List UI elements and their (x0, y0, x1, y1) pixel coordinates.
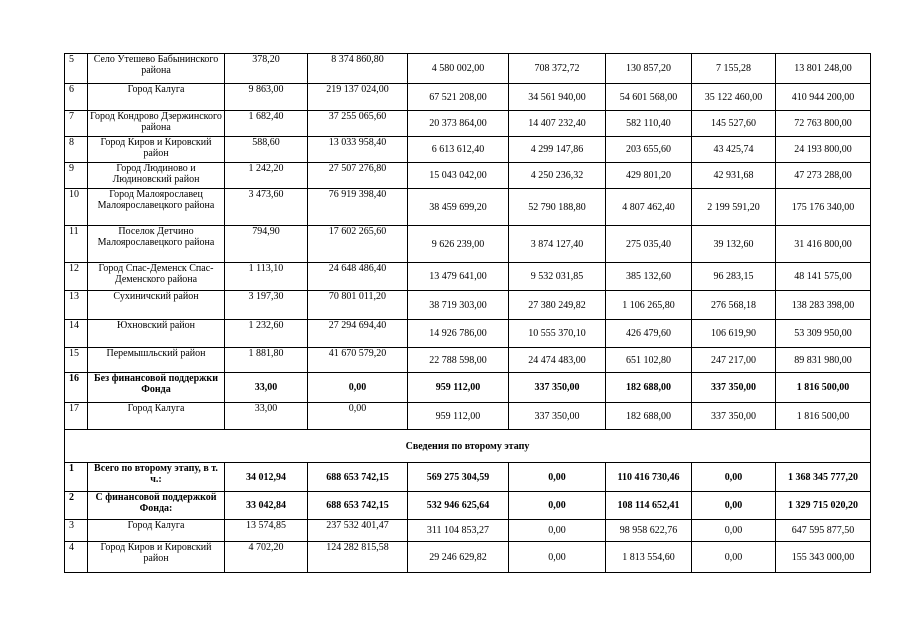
value-cell: 1 816 500,00 (776, 373, 871, 403)
table-row (65, 373, 871, 403)
value-cell: 337 350,00 (692, 373, 776, 403)
municipality-name: Город Спас-Деменск Спас-Деменского района (88, 263, 225, 291)
value-cell: 14 926 786,00 (408, 320, 509, 348)
value-cell: 1 242,20 (225, 163, 308, 189)
value-cell: 76 919 398,40 (308, 189, 408, 226)
table-row (65, 492, 871, 520)
municipality-name: Поселок Детчино Малоярославецкого района (88, 226, 225, 263)
table-row (65, 111, 871, 137)
row-number: 10 (65, 189, 88, 226)
value-cell: 22 788 598,00 (408, 348, 509, 373)
value-cell: 0,00 (509, 463, 606, 492)
value-cell: 15 043 042,00 (408, 163, 509, 189)
value-cell: 35 122 460,00 (692, 84, 776, 111)
value-cell: 647 595 877,50 (776, 520, 871, 542)
value-cell: 0,00 (692, 520, 776, 542)
value-cell: 38 459 699,20 (408, 189, 509, 226)
table-row (65, 291, 871, 320)
value-cell: 0,00 (692, 463, 776, 492)
value-cell: 0,00 (509, 520, 606, 542)
row-number: 9 (65, 163, 88, 189)
value-cell: 145 527,60 (692, 111, 776, 137)
value-cell: 34 561 940,00 (509, 84, 606, 111)
table-row (65, 137, 871, 163)
value-cell: 3 473,60 (225, 189, 308, 226)
value-cell: 24 648 486,40 (308, 263, 408, 291)
value-cell: 1 232,60 (225, 320, 308, 348)
value-cell: 182 688,00 (606, 373, 692, 403)
municipality-name: Село Утешево Бабынинского района (88, 54, 225, 84)
municipality-name: Город Калуга (88, 520, 225, 542)
value-cell: 247 217,00 (692, 348, 776, 373)
value-cell: 4 299 147,86 (509, 137, 606, 163)
municipality-name: Город Киров и Кировский район (88, 542, 225, 573)
value-cell: 175 176 340,00 (776, 189, 871, 226)
municipality-name: Город Калуга (88, 84, 225, 111)
value-cell: 33,00 (225, 403, 308, 430)
value-cell: 17 602 265,60 (308, 226, 408, 263)
value-cell: 688 653 742,15 (308, 463, 408, 492)
value-cell: 337 350,00 (509, 373, 606, 403)
row-number: 2 (65, 492, 88, 520)
value-cell: 27 380 249,82 (509, 291, 606, 320)
value-cell: 38 719 303,00 (408, 291, 509, 320)
value-cell: 9 626 239,00 (408, 226, 509, 263)
value-cell: 0,00 (692, 542, 776, 573)
value-cell: 219 137 024,00 (308, 84, 408, 111)
section-title: Сведения по второму этапу (65, 430, 871, 463)
value-cell: 138 283 398,00 (776, 291, 871, 320)
value-cell: 429 801,20 (606, 163, 692, 189)
value-cell: 1 881,80 (225, 348, 308, 373)
value-cell: 337 350,00 (509, 403, 606, 430)
value-cell: 0,00 (509, 492, 606, 520)
value-cell: 6 613 612,40 (408, 137, 509, 163)
municipality-name: Сухиничский район (88, 291, 225, 320)
value-cell: 33,00 (225, 373, 308, 403)
value-cell: 588,60 (225, 137, 308, 163)
table-row (65, 163, 871, 189)
value-cell: 1 329 715 020,20 (776, 492, 871, 520)
value-cell: 37 255 065,60 (308, 111, 408, 137)
value-cell: 9 863,00 (225, 84, 308, 111)
value-cell: 47 273 288,00 (776, 163, 871, 189)
row-number: 6 (65, 84, 88, 111)
value-cell: 532 946 625,64 (408, 492, 509, 520)
value-cell: 24 193 800,00 (776, 137, 871, 163)
municipality-name: Город Калуга (88, 403, 225, 430)
value-cell: 53 309 950,00 (776, 320, 871, 348)
value-cell: 96 283,15 (692, 263, 776, 291)
value-cell: 4 580 002,00 (408, 54, 509, 84)
value-cell: 29 246 629,82 (408, 542, 509, 573)
value-cell: 33 042,84 (225, 492, 308, 520)
value-cell: 108 114 652,41 (606, 492, 692, 520)
value-cell: 42 931,68 (692, 163, 776, 189)
value-cell: 0,00 (509, 542, 606, 573)
value-cell: 70 801 011,20 (308, 291, 408, 320)
value-cell: 31 416 800,00 (776, 226, 871, 263)
value-cell: 52 790 188,80 (509, 189, 606, 226)
value-cell: 794,90 (225, 226, 308, 263)
value-cell: 9 532 031,85 (509, 263, 606, 291)
value-cell: 8 374 860,80 (308, 54, 408, 84)
value-cell: 0,00 (308, 373, 408, 403)
row-number: 14 (65, 320, 88, 348)
row-number: 8 (65, 137, 88, 163)
value-cell: 651 102,80 (606, 348, 692, 373)
table-row (65, 348, 871, 373)
municipality-name: Перемышльский район (88, 348, 225, 373)
table-row (65, 84, 871, 111)
data-table (64, 53, 871, 573)
value-cell: 24 474 483,00 (509, 348, 606, 373)
row-number: 17 (65, 403, 88, 430)
value-cell: 410 944 200,00 (776, 84, 871, 111)
value-cell: 1 106 265,80 (606, 291, 692, 320)
municipality-name: Без финансовой поддержки Фонда (88, 373, 225, 403)
value-cell: 4 702,20 (225, 542, 308, 573)
value-cell: 13 033 958,40 (308, 137, 408, 163)
value-cell: 688 653 742,15 (308, 492, 408, 520)
municipality-name: Город Кондрово Дзержинского района (88, 111, 225, 137)
value-cell: 13 479 641,00 (408, 263, 509, 291)
value-cell: 43 425,74 (692, 137, 776, 163)
value-cell: 385 132,60 (606, 263, 692, 291)
value-cell: 569 275 304,59 (408, 463, 509, 492)
value-cell: 27 294 694,40 (308, 320, 408, 348)
row-number: 3 (65, 520, 88, 542)
value-cell: 106 619,90 (692, 320, 776, 348)
table-row (65, 320, 871, 348)
row-number: 7 (65, 111, 88, 137)
value-cell: 959 112,00 (408, 403, 509, 430)
value-cell: 155 343 000,00 (776, 542, 871, 573)
municipality-name: Город Людиново и Людиновский район (88, 163, 225, 189)
value-cell: 0,00 (692, 492, 776, 520)
value-cell: 54 601 568,00 (606, 84, 692, 111)
row-number: 1 (65, 463, 88, 492)
value-cell: 337 350,00 (692, 403, 776, 430)
value-cell: 98 958 622,76 (606, 520, 692, 542)
table-row (65, 189, 871, 226)
value-cell: 27 507 276,80 (308, 163, 408, 189)
value-cell: 67 521 208,00 (408, 84, 509, 111)
value-cell: 426 479,60 (606, 320, 692, 348)
value-cell: 10 555 370,10 (509, 320, 606, 348)
municipality-name: Город Киров и Кировский район (88, 137, 225, 163)
value-cell: 276 568,18 (692, 291, 776, 320)
value-cell: 34 012,94 (225, 463, 308, 492)
value-cell: 237 532 401,47 (308, 520, 408, 542)
value-cell: 72 763 800,00 (776, 111, 871, 137)
value-cell: 130 857,20 (606, 54, 692, 84)
value-cell: 2 199 591,20 (692, 189, 776, 226)
value-cell: 1 113,10 (225, 263, 308, 291)
value-cell: 1 368 345 777,20 (776, 463, 871, 492)
municipality-name: Юхновский район (88, 320, 225, 348)
value-cell: 89 831 980,00 (776, 348, 871, 373)
value-cell: 182 688,00 (606, 403, 692, 430)
table-row (65, 403, 871, 430)
table-row (65, 520, 871, 542)
value-cell: 1 813 554,60 (606, 542, 692, 573)
value-cell: 110 416 730,46 (606, 463, 692, 492)
value-cell: 4 807 462,40 (606, 189, 692, 226)
value-cell: 311 104 853,27 (408, 520, 509, 542)
value-cell: 1 682,40 (225, 111, 308, 137)
value-cell: 378,20 (225, 54, 308, 84)
row-number: 12 (65, 263, 88, 291)
value-cell: 3 197,30 (225, 291, 308, 320)
value-cell: 13 801 248,00 (776, 54, 871, 84)
municipality-name: Город Малоярославец Малоярославецкого района (88, 189, 225, 226)
row-number: 4 (65, 542, 88, 573)
value-cell: 3 874 127,40 (509, 226, 606, 263)
value-cell: 1 816 500,00 (776, 403, 871, 430)
value-cell: 959 112,00 (408, 373, 509, 403)
value-cell: 203 655,60 (606, 137, 692, 163)
row-number: 15 (65, 348, 88, 373)
value-cell: 41 670 579,20 (308, 348, 408, 373)
value-cell: 14 407 232,40 (509, 111, 606, 137)
municipality-name: С финансовой поддержкой Фонда: (88, 492, 225, 520)
row-number: 16 (65, 373, 88, 403)
value-cell: 124 282 815,58 (308, 542, 408, 573)
value-cell: 13 574,85 (225, 520, 308, 542)
table-row (65, 542, 871, 573)
value-cell: 39 132,60 (692, 226, 776, 263)
table-row (65, 463, 871, 492)
value-cell: 708 372,72 (509, 54, 606, 84)
table-row (65, 226, 871, 263)
municipality-name: Всего по второму этапу, в т. ч.: (88, 463, 225, 492)
value-cell: 0,00 (308, 403, 408, 430)
value-cell: 4 250 236,32 (509, 163, 606, 189)
value-cell: 275 035,40 (606, 226, 692, 263)
value-cell: 48 141 575,00 (776, 263, 871, 291)
table-row (65, 54, 871, 84)
row-number: 11 (65, 226, 88, 263)
row-number: 5 (65, 54, 88, 84)
value-cell: 20 373 864,00 (408, 111, 509, 137)
table-row (65, 263, 871, 291)
section-row (65, 430, 871, 463)
value-cell: 7 155,28 (692, 54, 776, 84)
value-cell: 582 110,40 (606, 111, 692, 137)
row-number: 13 (65, 291, 88, 320)
